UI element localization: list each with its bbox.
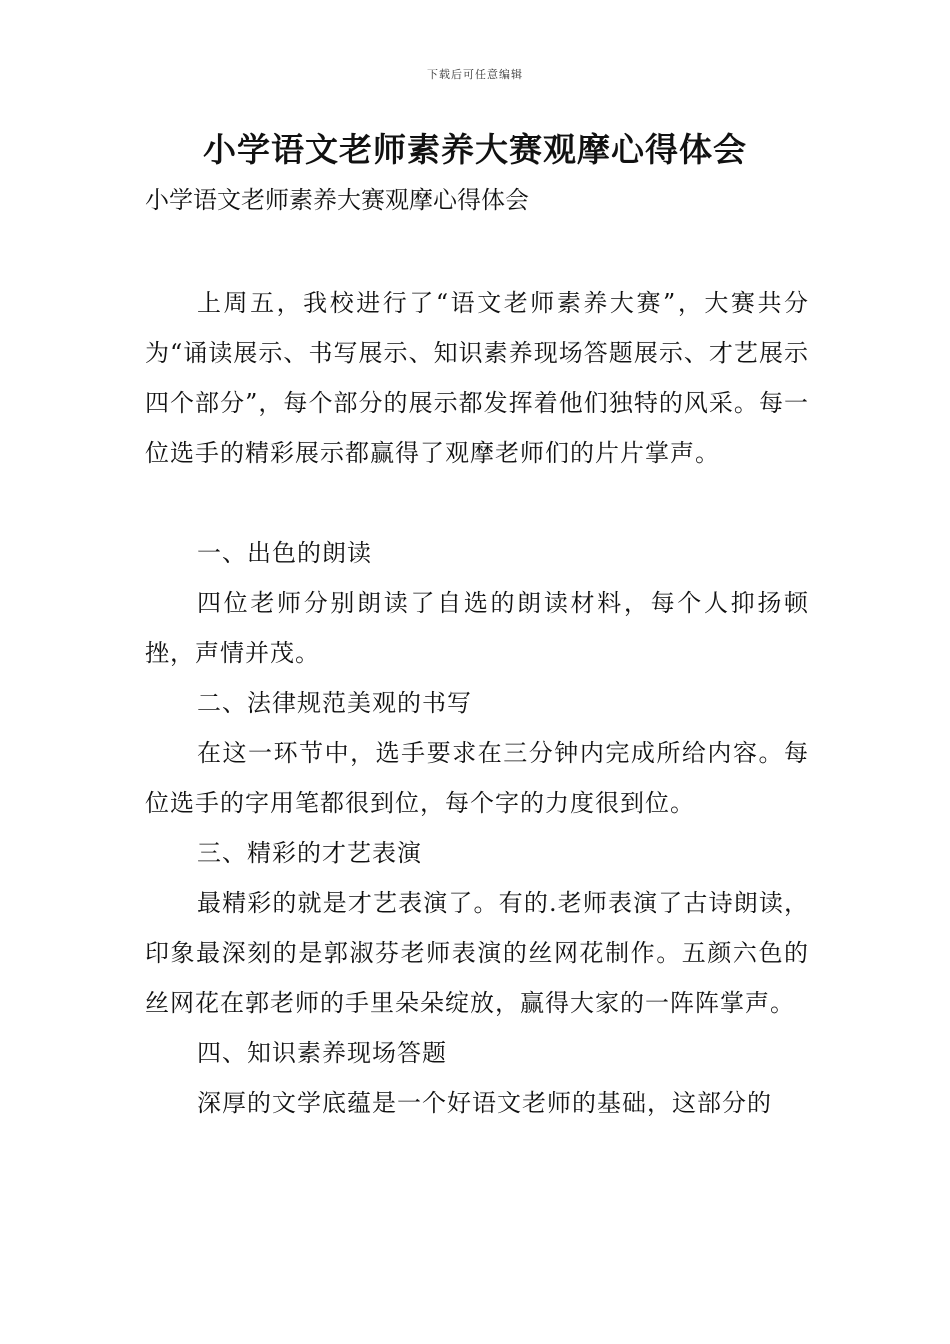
document-body [145, 278, 809, 1128]
document-subtitle: 小学语文老师素养大赛观摩心得体会 [145, 186, 529, 214]
section-heading-talent: 三、精彩的才艺表演 [197, 839, 422, 867]
intro-paragraph: 上周五，我校进行了“语文老师素养大赛”，大赛共分为“诵读展示、书写展示、知识素养现场答题展示、才艺展示四个部分”，每个部分的展示都发挥着他们独特的风采。每一位选手的精彩展示都赢得了观摩老师们的片片掌声。 [145, 289, 809, 467]
document-title: 小学语文老师素养大赛观摩心得体会 [203, 130, 747, 169]
section-heading-knowledge: 四、知识素养现场答题 [197, 1039, 447, 1067]
section-text-writing: 在这一环节中，选手要求在三分钟内完成所给内容。每位选手的字用笔都很到位，每个字的力度很到位。 [145, 739, 809, 817]
section-text-knowledge: 深厚的文学底蕴是一个好语文老师的基础，这部分的 [197, 1089, 772, 1117]
page-header-note: 下载后可任意编辑 [427, 68, 523, 81]
section-text-talent: 最精彩的就是才艺表演了。有的.老师表演了古诗朗读，印象最深刻的是郭淑芬老师表演的丝网花制作。五颜六色的丝网花在郭老师的手里朵朵绽放，赢得大家的一阵阵掌声。 [145, 889, 809, 1017]
section-text-reading: 四位老师分别朗读了自选的朗读材料，每个人抑扬顿挫，声情并茂。 [145, 589, 809, 667]
paragraph-spacer [145, 478, 809, 528]
section-heading-writing: 二、法律规范美观的书写 [197, 689, 472, 717]
section-heading-reading: 一、出色的朗读 [197, 539, 372, 567]
